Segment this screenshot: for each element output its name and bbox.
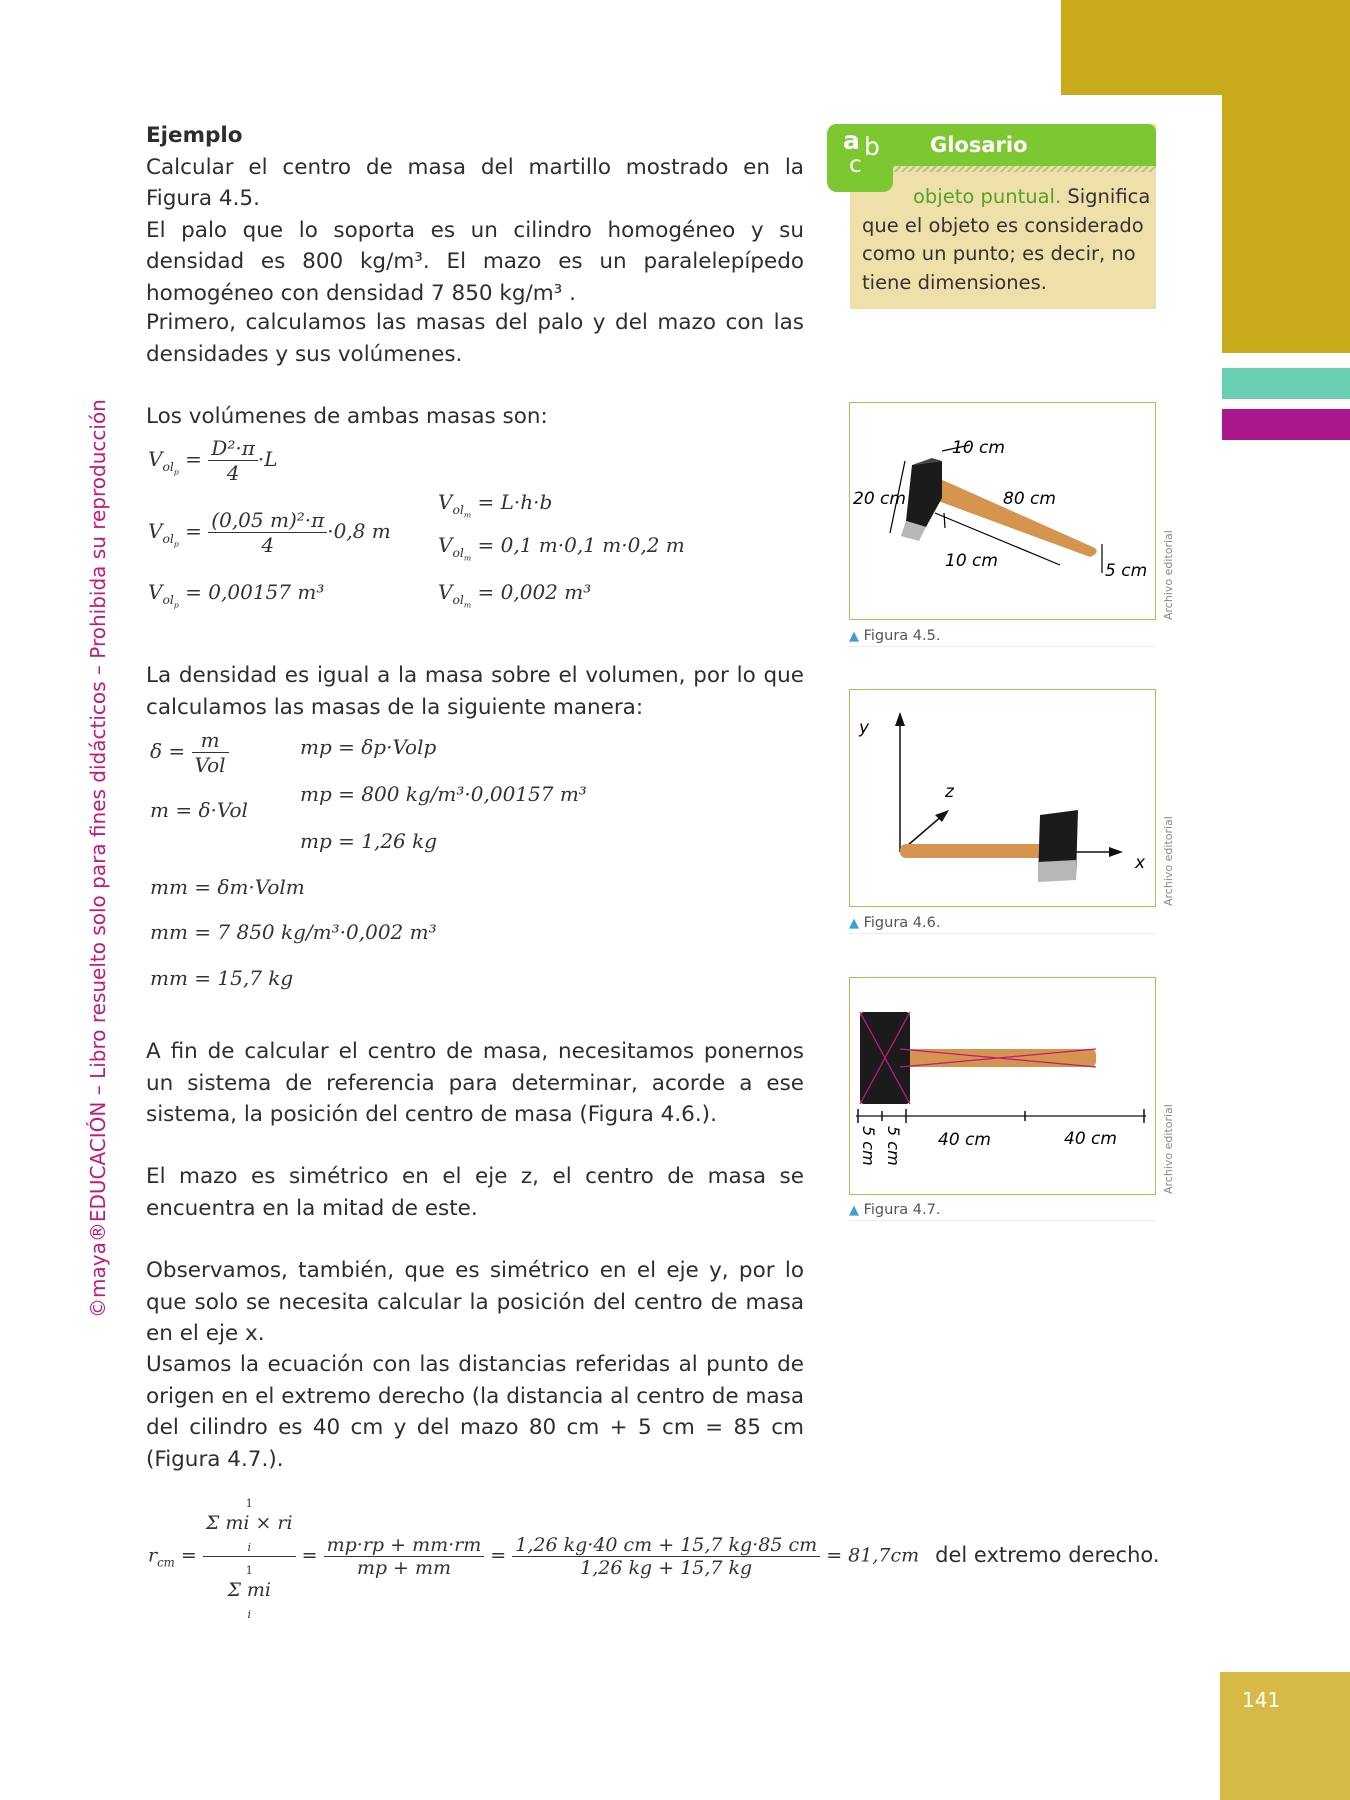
fig47-label-40cm-b: 40 cm [1064,1129,1117,1149]
paragraph-masses: Primero, calculamos las masas del palo y del mazo con las densidades y sus volúmenes. [146,310,804,367]
axis-y-label: y [859,718,870,738]
fig45-label-handle: 80 cm [1003,489,1056,509]
eq-vol-m-1: $V_{ol_m} = L\cdot h\cdot b$ [438,490,553,520]
gold-side-bar [1222,95,1350,353]
eq-mp-1: mp = δp·Volp [300,735,437,759]
figure-4-7-caption: ▲ Figura 4.7. [849,1202,1156,1221]
fig47-label-5cm-a: 5 cm [859,1126,878,1166]
eq-vol-p-1: $V_{ol_p}$ = $\frac{\text{D²·π}}{4}$ ·L [148,436,278,485]
paragraph-reference: A fin de calcular el centro de masa, necesitamos ponernos un sistema de referencia para determinar, acorde a ese sistema, la posición del centro de masa (Figura 4.6.). [146,1039,804,1127]
glossary-box [850,124,1156,309]
glossary-text: objeto puntual. Significa que el objeto es considerado como un punto; es decir, no tiene dimensiones. [862,185,1151,294]
figure-4-7-credit: Archivo editorial [1162,1104,1175,1194]
eq-m-delta: m = δ·Vol [150,798,248,822]
eq-sum-fraction: 1 Σ mi × ri i 1 Σ mi i [203,1490,296,1623]
teal-tab [1222,368,1350,399]
hammer-axes-illustration [850,690,1155,906]
eq-vol-p-3: $V_{ol_p} = 0,00157$ m³ [148,580,325,610]
figure-4-7 [849,977,1156,1195]
fig47-label-40cm-a: 40 cm [938,1130,991,1150]
abc-icon: a b c [827,124,893,192]
eq-vol-m-2: $V_{ol_m} = 0,1$ m·0,1 m·0,2 m [438,533,685,563]
eq-suffix: del extremo derecho. [935,1542,1160,1567]
figure-4-5-caption: ▲ Figura 4.5. [849,628,1156,647]
paragraph-density: La densidad es igual a la masa sobre el volumen, por lo que calculamos las masas de la siguiente manera: [146,663,804,720]
magenta-tab [1222,409,1350,440]
glossary-title: Glosario [930,133,1028,157]
example-intro-line: Calcular el centro de masa del martillo mostrado en la Figura 4.5. [146,154,804,211]
fig45-label-bottom: 10 cm [945,551,998,571]
fig45-label-height: 20 cm [853,489,906,509]
paragraph-equation-origin: Usamos la ecuación con las distancias referidas al punto de origen en el extremo derecho (la distancia al centro de masa del cilindro es 40 cm y del mazo 80 cm + 5 cm = 85 cm (Figura 4.7.). [146,1352,804,1472]
eq-delta: δ = $\frac{m}{\text{Vol}}$ [150,728,229,777]
eq-mp-2: mp = 800 kg/m³·0,00157 m³ [300,782,587,806]
figure-4-5 [849,402,1156,620]
eq-vol-m-3: $V_{ol_m} = 0,002$ m³ [438,580,592,610]
axis-x-label: x [1135,853,1146,873]
example-heading: Ejemplo [146,123,243,148]
page-number-box [1220,1672,1350,1800]
eq-mp-3: mp = 1,26 kg [300,829,438,853]
figure-4-6-credit: Archivo editorial [1162,816,1175,906]
eq-mm-2: mm = 7 850 kg/m³·0,002 m³ [150,920,437,944]
figure-4-6 [849,689,1156,907]
fig45-label-end: 5 cm [1105,561,1148,581]
fig47-label-5cm-b: 5 cm [884,1126,903,1166]
paragraph-volumes: Los volúmenes de ambas masas son: [146,404,548,429]
paragraph-symmetry-y: Observamos, también, que es simétrico en el eje y, por lo que solo se necesita calcular la posición del centro de masa en el eje x. [146,1258,804,1346]
publisher-notice: ©maya®EDUCACIÓN – Libro resuelto solo para fines didácticos – Prohibida su reproducción [86,399,110,1318]
example-text-block [146,120,804,309]
page-number: 141 [1242,1688,1281,1712]
figure-4-5-credit: Archivo editorial [1162,530,1175,620]
glossary-stripe [850,166,1156,172]
eq-center-of-mass: $r_{cm}$ = 1 Σ mi × ri i 1 Σ mi i = $\frac{mp\cdot rp + mm\cdot rm}{mp + mm}$ = $\frac{1,26 kg\cdot 40 cm + 15,7 kg\cdot 85 cm}{1,26 kg + 15,7 kg}$ = 81,7cm del extremo derecho. [148,1490,1148,1623]
eq-vol-p-2: $V_{ol_p}$ = $\frac{\text{(0,05 m)²·π}}{4}$ ·0,8 m [148,508,391,557]
figure-4-6-caption: ▲ Figura 4.6. [849,915,1156,934]
eq-mm-3: mm = 15,7 kg [150,966,294,990]
axis-z-label: z [945,782,954,802]
gold-corner-block [1061,0,1350,95]
example-intro-detail: El palo que lo soporta es un cilindro homogéneo y su densidad es 800 kg/m³. El mazo es un paralelepípedo homogéneo con densidad 7 850 kg/m³ . [146,217,804,306]
hammer-illustration-angled [850,403,1155,619]
eq-mm-1: mm = δm·Volm [150,875,305,899]
hammer-side-illustration [850,978,1155,1194]
fig45-label-top: 10 cm [952,438,1005,458]
paragraph-symmetry-z: El mazo es simétrico en el eje z, el centro de masa se encuentra en la mitad de este. [146,1164,804,1221]
